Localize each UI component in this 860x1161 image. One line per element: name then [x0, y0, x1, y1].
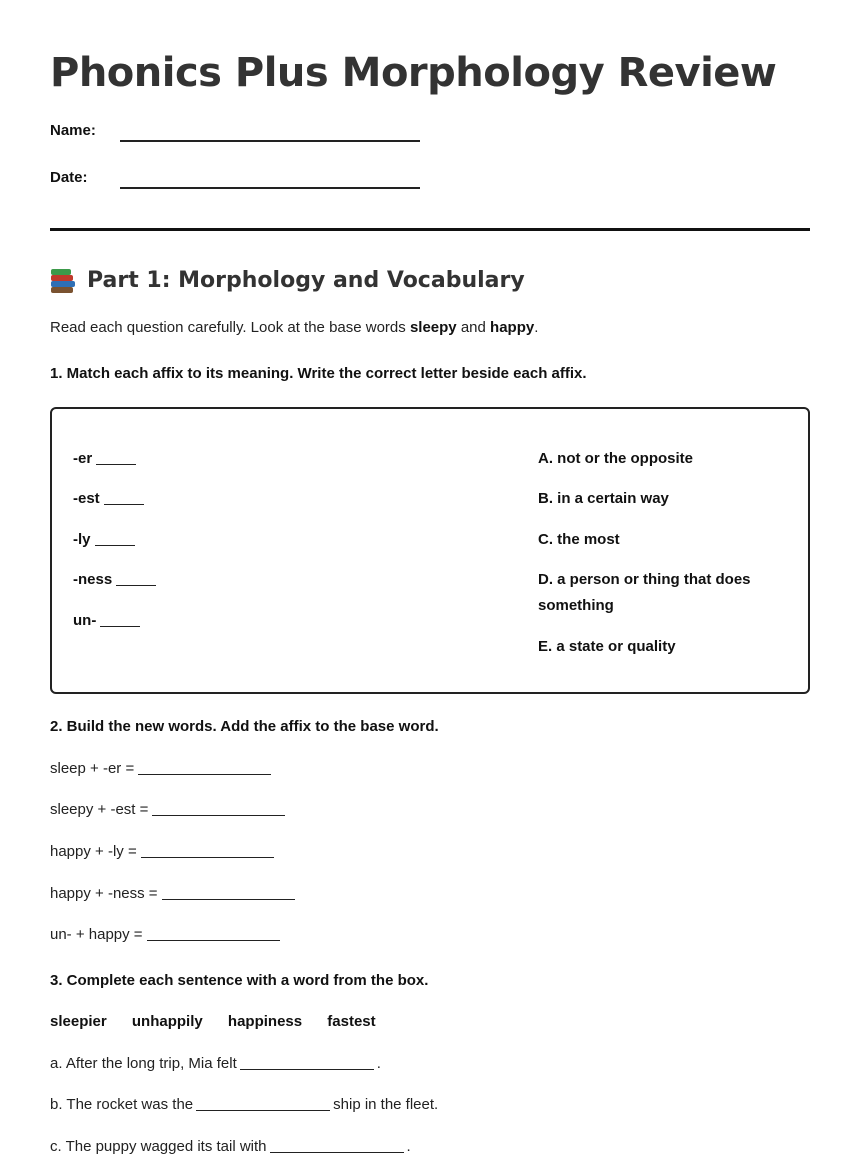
question-1-prompt: 1. Match each affix to its meaning. Write the correct letter beside each affix. [50, 365, 587, 382]
date-label: Date: [50, 169, 88, 186]
answer-blank[interactable] [270, 1152, 404, 1153]
build-item [50, 760, 271, 777]
sentence-text: b. The rocket was the [50, 1096, 194, 1113]
name-label: Name: [50, 122, 96, 139]
meaning-item: E. a state or quality [538, 638, 676, 655]
affix-item [73, 571, 156, 588]
meaning-item: D. a person or thing that does something [538, 571, 751, 614]
intro-text-end: . [534, 319, 539, 336]
answer-blank[interactable] [104, 504, 144, 505]
build-item [50, 885, 295, 902]
sentence-text: c. The puppy wagged its tail with [50, 1138, 267, 1155]
build-equation: un- + happy = [50, 926, 143, 943]
intro-text-mid: and [456, 319, 491, 336]
answer-blank[interactable] [147, 940, 280, 941]
sentence-item [50, 1055, 381, 1072]
name-line [120, 140, 420, 142]
build-equation: happy + -ness = [50, 885, 158, 902]
word-box-word: fastest [327, 1013, 376, 1030]
affix-label: un- [73, 612, 97, 629]
meaning-item: B. in a certain way [538, 490, 669, 507]
match-box [50, 407, 810, 694]
sentence-text-end: . [376, 1055, 381, 1072]
base-word-happy: happy [490, 319, 535, 336]
sentence-text: a. After the long trip, Mia felt [50, 1055, 237, 1072]
sentence-text-end: . [406, 1138, 411, 1155]
header-divider [50, 228, 810, 231]
build-equation: sleep + -er = [50, 760, 135, 777]
answer-blank[interactable] [196, 1110, 330, 1111]
build-equation: sleepy + -est = [50, 801, 149, 818]
date-field [50, 169, 470, 199]
meaning-item: C. the most [538, 531, 620, 548]
part1-heading [50, 268, 525, 293]
intro-text: Read each question carefully. Look at the base words [50, 319, 410, 336]
affix-label: -ness [73, 571, 113, 588]
word-box-word: happiness [227, 1013, 303, 1030]
part1-heading-text: Part 1: Morphology and Vocabulary [87, 268, 525, 293]
answer-blank[interactable] [141, 857, 274, 858]
sentence-item [50, 1138, 411, 1155]
name-field [50, 122, 470, 152]
sentence-text-end: ship in the fleet. [333, 1096, 439, 1113]
answer-blank[interactable] [96, 464, 136, 465]
answer-blank[interactable] [240, 1069, 374, 1070]
question-3-prompt: 3. Complete each sentence with a word from the box. [50, 972, 429, 989]
answer-blank[interactable] [95, 545, 135, 546]
sentence-item [50, 1096, 438, 1113]
part1-intro [50, 319, 538, 336]
build-item [50, 843, 274, 860]
answer-blank[interactable] [162, 899, 295, 900]
answer-blank[interactable] [152, 815, 285, 816]
worksheet-title: Phonics Plus Morphology Review [50, 50, 777, 96]
build-equation: happy + -ly = [50, 843, 137, 860]
word-box [50, 1013, 397, 1030]
answer-blank[interactable] [138, 774, 271, 775]
affix-label: -est [73, 490, 100, 507]
affix-item [73, 490, 144, 507]
build-item [50, 801, 285, 818]
affix-item [73, 612, 140, 629]
question-2-prompt: 2. Build the new words. Add the affix to the base word. [50, 718, 439, 735]
word-box-word: unhappily [131, 1013, 203, 1030]
answer-blank[interactable] [100, 626, 140, 627]
affix-item [73, 450, 136, 467]
books-icon [50, 269, 76, 293]
answer-blank[interactable] [116, 585, 156, 586]
meaning-item: A. not or the opposite [538, 450, 693, 467]
build-item [50, 926, 280, 943]
affix-label: -er [73, 450, 93, 467]
affix-item [73, 531, 135, 548]
base-word-sleepy: sleepy [409, 319, 457, 336]
date-line [120, 187, 420, 189]
affix-label: -ly [73, 531, 91, 548]
word-box-word: sleepier [50, 1013, 107, 1030]
